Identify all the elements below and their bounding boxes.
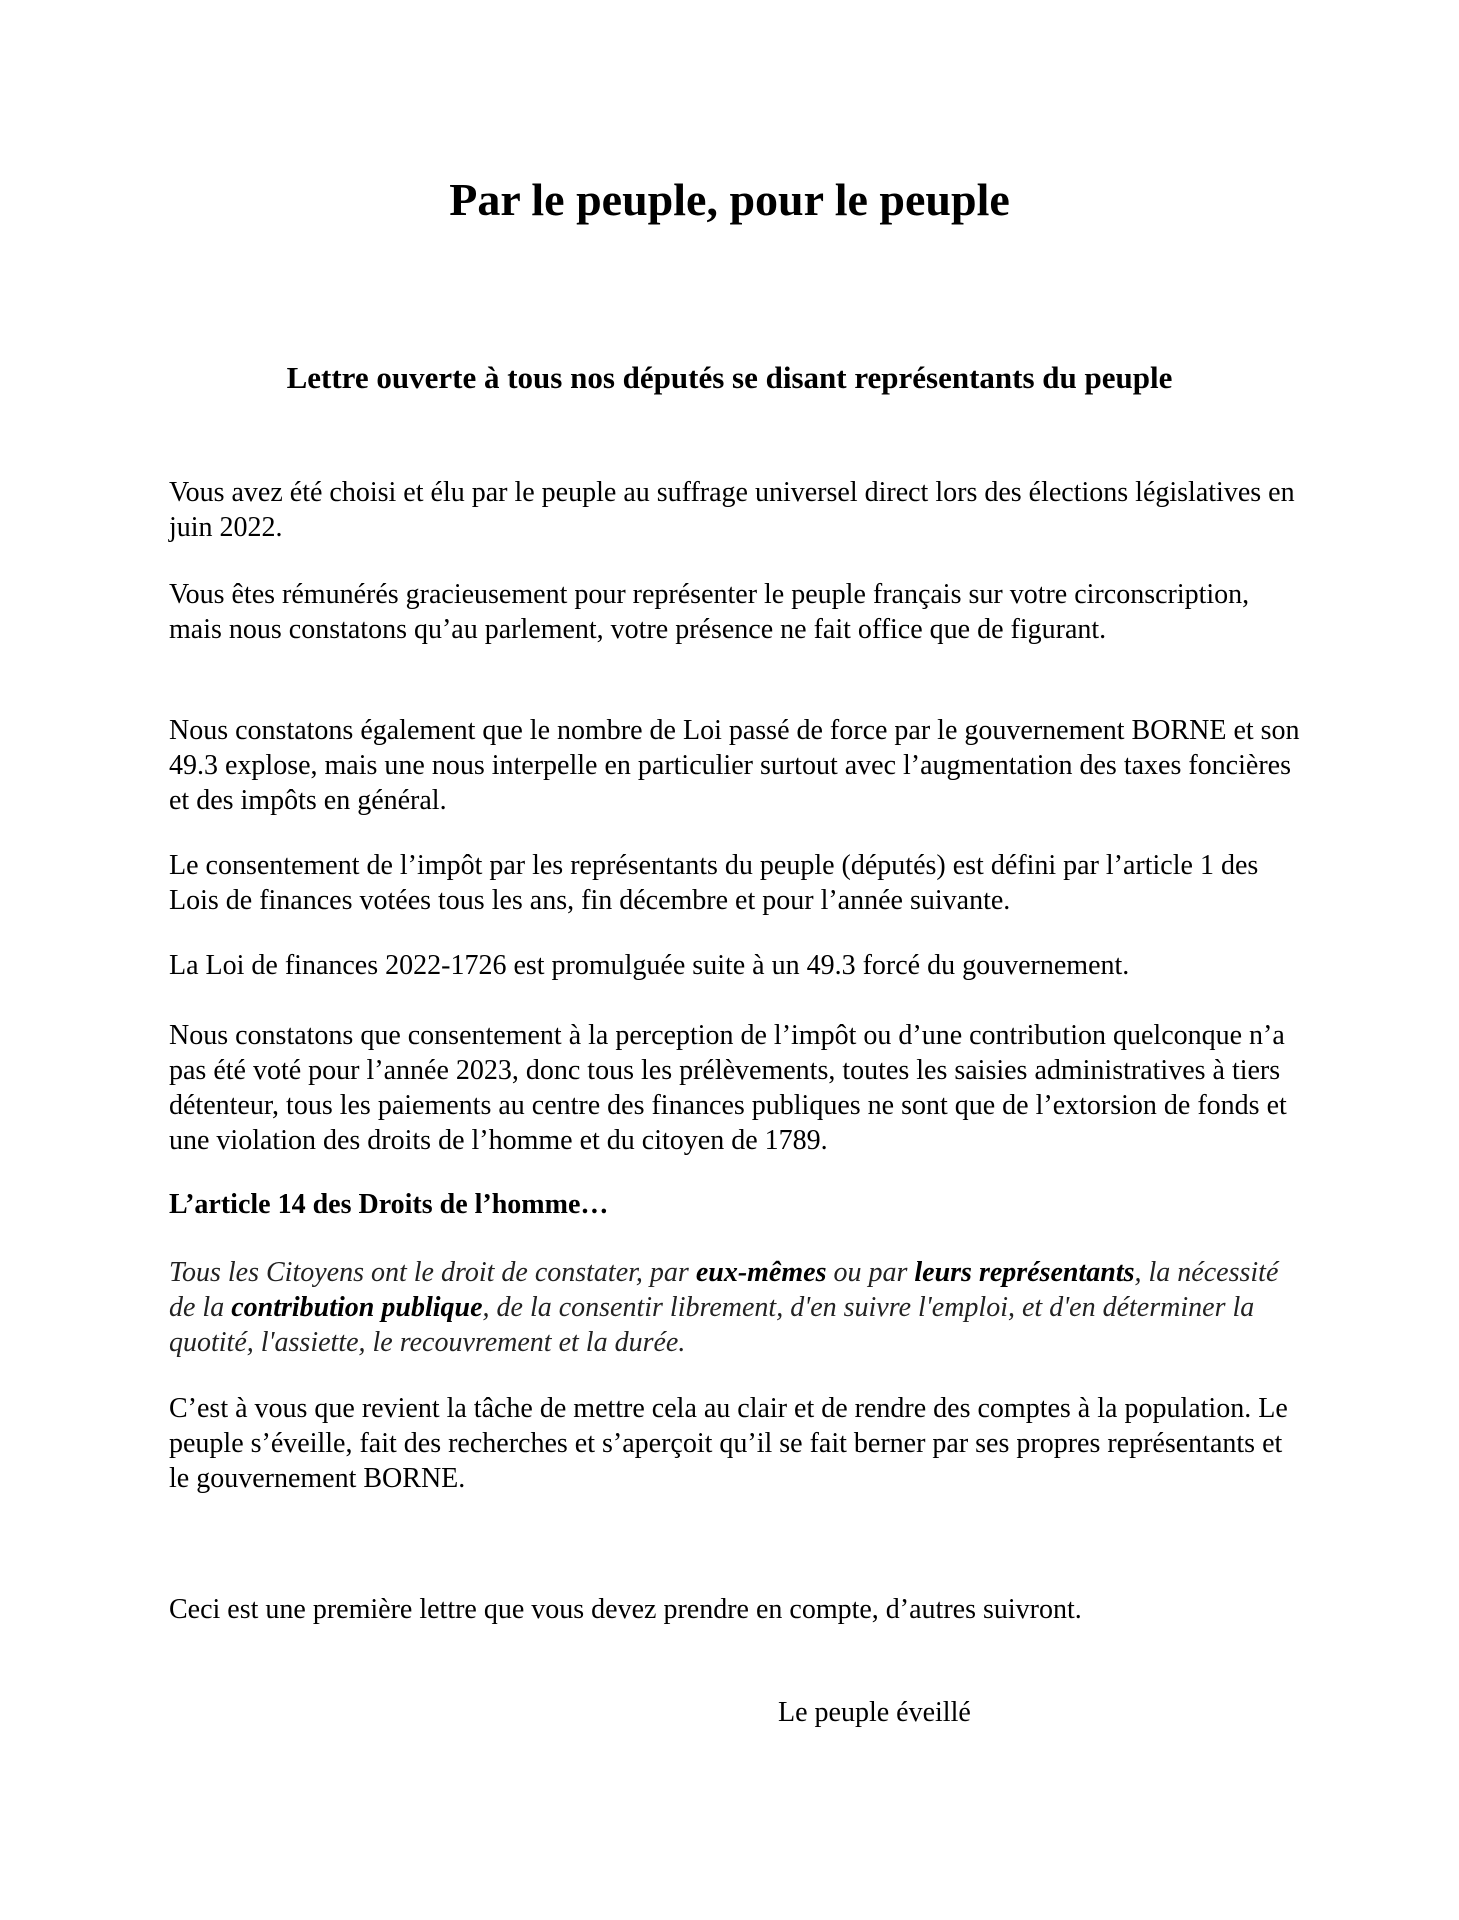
letter-subtitle: Lettre ouverte à tous nos députés se disant représentants du peuple [286,360,1173,395]
article-14-quote [169,1255,1309,1360]
paragraph-tache: C’est à vous que revient la tâche de mettre cela au clair et de rendre des comptes à la population. Le peuple s’éveille, fait des recherches et s’aperçoit qu’il se fait berner par ses propres représentants et le gouvernement BORNE. [169,1393,1288,1494]
paragraph-election: Vous avez été choisi et élu par le peuple au suffrage universel direct lors des élections législatives en juin 2022. [169,477,1295,543]
paragraph-remuneration: Vous êtes rémunérés gracieusement pour représenter le peuple français sur votre circonscription, mais nous constatons qu’au parlement, votre présence ne fait office que de figurant. [169,579,1250,645]
page-title: Par le peuple, pour le peuple [449,174,1010,225]
signature: Le peuple éveillé [778,1697,971,1728]
closing-line: Ceci est une première lettre que vous devez prendre en compte, d’autres suivront. [169,1594,1082,1625]
quote-bold: eux-mêmes [695,1257,827,1288]
paragraph-constat-2023: Nous constatons que consentement à la perception de l’impôt ou d’une contribution quelconque n’a pas été voté pour l’année 2023, donc tous les prélèvements, toutes les saisies administratives à tiers détenteur, tous les paiements au centre des finances publiques ne sont que de l’extorsion de fonds et une violation des droits de l’homme et du citoyen de 1789. [169,1020,1287,1156]
paragraph-loi-49-3: Nous constatons également que le nombre de Loi passé de force par le gouvernement BORNE et son 49.3 explose, mais une nous interpelle en particulier surtout avec l’augmentation des taxes foncières et des impôts en général. [169,715,1300,816]
quote-text: Tous les Citoyens ont le droit de constater, par [169,1257,696,1288]
paragraph-loi-finances: La Loi de finances 2022-1726 est promulguée suite à un 49.3 forcé du gouvernement. [169,950,1130,981]
quote-bold: contribution publique [231,1292,483,1323]
article-heading: L’article 14 des Droits de l’homme… [169,1189,609,1220]
quote-text: ou par [826,1257,915,1288]
paragraph-consentement: Le consentement de l’impôt par les représentants du peuple (députés) est défini par l’article 1 des Lois de finances votées tous les ans, fin décembre et pour l’année suivante. [169,850,1259,916]
quote-text: , la nécessité de la [169,1257,1279,1323]
quote-text: , de la consentir librement, d'en suivre l'emploi, et d'en déterminer la quotité, l'assiette, le recouvrement et la durée. [169,1292,1255,1358]
quote-bold: leurs représentants [914,1257,1135,1288]
